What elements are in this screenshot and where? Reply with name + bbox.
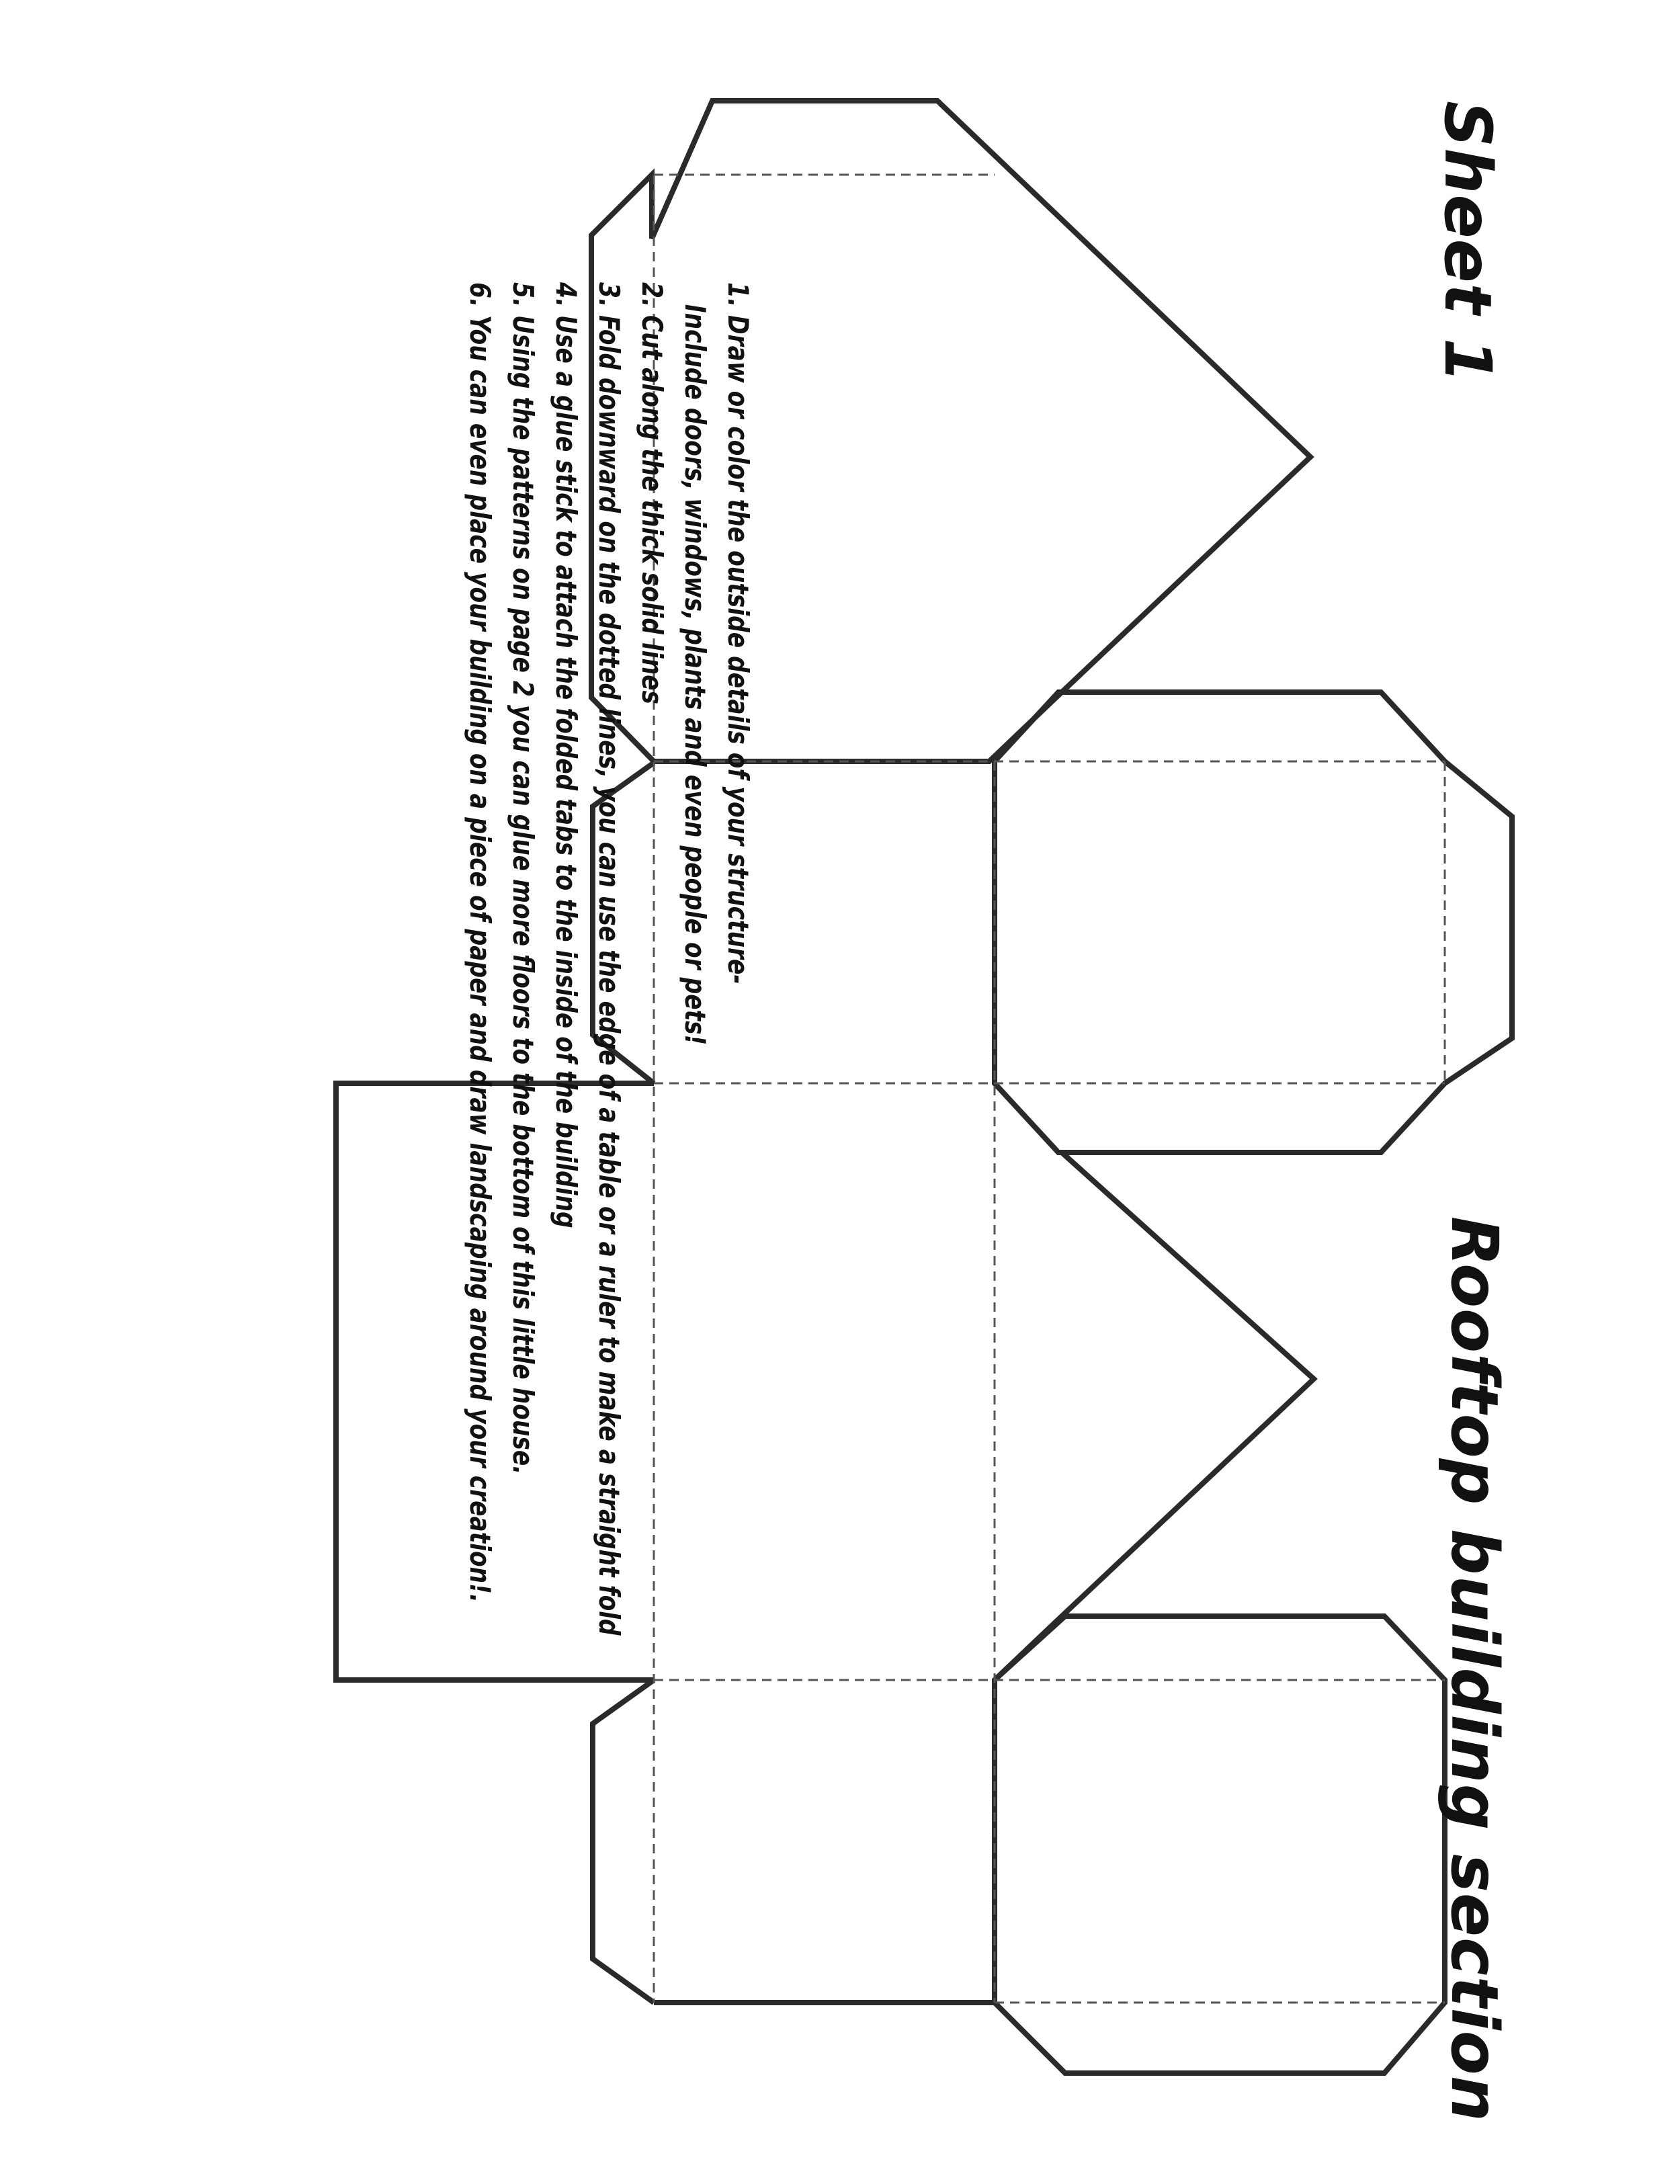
- instruction-item: 5. Using the patterns on page 2 you can glue more floors to the bottom of this little house.: [507, 282, 540, 1475]
- rotated-text-layer: [74, 101, 1552, 2184]
- instruction-item: 2. Cut along the thick solid lines: [636, 282, 669, 704]
- section-title: Rooftop building section: [1437, 1216, 1512, 2123]
- instructions-list: [458, 282, 759, 1636]
- instruction-item: 1. Draw or color the outside details of your structure-: [722, 282, 755, 984]
- instruction-item: 3. Fold downward on the dotted lines, you can use the edge of a table or a ruler to make a straight fold: [593, 282, 626, 1636]
- instruction-item: 6. You can even place your building on a piece of paper and draw landscaping around your creation!.: [464, 282, 497, 1603]
- instruction-item: Include doors, windows, plants and even people or pets!: [679, 304, 712, 1046]
- instruction-item: 4. Use a glue stick to attach the folded tabs to the inside of the building: [550, 282, 583, 1228]
- sheet-title: Sheet 1: [1430, 101, 1505, 384]
